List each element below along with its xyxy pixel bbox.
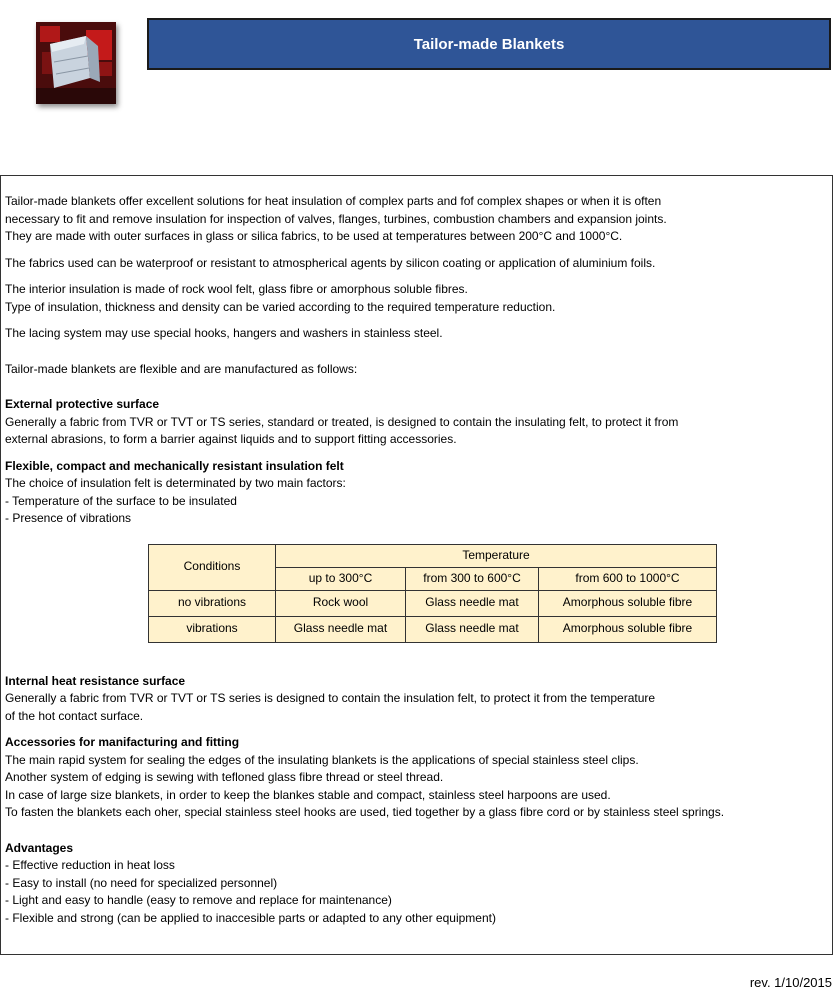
section-heading: Flexible, compact and mechanically resistant insulation felt bbox=[5, 458, 344, 473]
section-external bbox=[5, 396, 828, 449]
text-line: Generally a fabric from TVR or TVT or TS series, standard or treated, is designed to contain the insulating felt, to protect it from bbox=[5, 414, 679, 429]
section-internal bbox=[5, 673, 828, 726]
text-line: Generally a fabric from TVR or TVT or TS series is designed to contain the insulation felt, to protect it from the temperature bbox=[5, 691, 656, 705]
text-line: In case of large size blankets, in order to keep the blankes stable and compact, stainless steel harpoons are used. bbox=[5, 787, 611, 802]
intro-paragraph-5: Tailor-made blankets are flexible and are manufactured as follows: bbox=[5, 361, 358, 376]
text-line: - Presence of vibrations bbox=[5, 511, 132, 525]
intro-paragraph-3 bbox=[5, 281, 828, 316]
text-line: They are made with outer surfaces in glass or silica fabrics, to be used at temperatures between 200°C and 1000°C. bbox=[5, 229, 623, 243]
text-line: - Temperature of the surface to be insulated bbox=[5, 493, 237, 508]
table-header-cell: Temperature bbox=[276, 544, 717, 567]
content-panel bbox=[0, 175, 833, 955]
section-heading: Internal heat resistance surface bbox=[5, 673, 186, 688]
insulation-selection-table bbox=[148, 544, 717, 643]
text-line: necessary to fit and remove insulation for inspection of valves, flanges, turbines, combustion chambers and expansion joints. bbox=[5, 211, 667, 226]
table-cell: Amorphous soluble fibre bbox=[539, 590, 717, 616]
table-cell: Glass needle mat bbox=[406, 616, 539, 642]
page-title: Tailor-made Blankets bbox=[147, 18, 831, 70]
section-advantages bbox=[5, 840, 828, 928]
text-line: To fasten the blankets each oher, special stainless steel hooks are used, tied together by a glass fibre cord or by stainless steel springs. bbox=[5, 805, 725, 819]
table-header-cell: from 300 to 600°C bbox=[406, 567, 539, 590]
revision-label: rev. 1/10/2015 bbox=[749, 975, 832, 990]
table-cell: Glass needle mat bbox=[406, 590, 539, 616]
table-cell: Amorphous soluble fibre bbox=[539, 616, 717, 642]
table-header-row bbox=[149, 544, 717, 567]
insulation-table-wrapper bbox=[148, 544, 828, 643]
text-line: Type of insulation, thickness and density can be varied according to the required temperature reduction. bbox=[5, 299, 556, 314]
table-header-cell: Conditions bbox=[149, 544, 276, 590]
list-item: - Easy to install (no need for specialized personnel) bbox=[5, 875, 278, 890]
table-header-cell: up to 300°C bbox=[276, 567, 406, 590]
section-accessories bbox=[5, 734, 828, 822]
section-heading: Accessories for manifacturing and fitting bbox=[5, 735, 240, 749]
list-item: - Light and easy to handle (easy to remove and replace for maintenance) bbox=[5, 893, 392, 907]
text-line: The main rapid system for sealing the edges of the insulating blankets is the applications of special stainless steel clips. bbox=[5, 752, 639, 767]
text-line: The choice of insulation felt is determinated by two main factors: bbox=[5, 476, 346, 490]
text-line: Another system of edging is sewing with tefloned glass fibre thread or steel thread. bbox=[5, 770, 444, 784]
intro-paragraph-4: The lacing system may use special hooks, hangers and washers in stainless steel. bbox=[5, 326, 443, 340]
text-line: of the hot contact surface. bbox=[5, 708, 144, 723]
section-heading: Advantages bbox=[5, 840, 74, 855]
table-header-cell: from 600 to 1000°C bbox=[539, 567, 717, 590]
insulation-blanket-photo-icon bbox=[36, 22, 116, 104]
list-item: - Flexible and strong (can be applied to inaccesible parts or adapted to any other equipment) bbox=[5, 910, 496, 925]
section-felt bbox=[5, 458, 828, 528]
table-cell: Rock wool bbox=[276, 590, 406, 616]
table-cell: Glass needle mat bbox=[276, 616, 406, 642]
table-row bbox=[149, 590, 717, 616]
text-line: external abrasions, to form a barrier against liquids and to support fitting accessories. bbox=[5, 432, 457, 446]
intro-paragraph-2: The fabrics used can be waterproof or resistant to atmospherical agents by silicon coating or application of aluminium foils. bbox=[5, 255, 656, 270]
text-line: The interior insulation is made of rock wool felt, glass fibre or amorphous soluble fibres. bbox=[5, 282, 468, 296]
list-item: - Effective reduction in heat loss bbox=[5, 858, 175, 872]
table-row bbox=[149, 616, 717, 642]
table-cell: vibrations bbox=[149, 616, 276, 642]
intro-paragraph-1 bbox=[5, 193, 828, 246]
table-cell: no vibrations bbox=[149, 590, 276, 616]
text-line: Tailor-made blankets offer excellent solutions for heat insulation of complex parts and fof complex shapes or when it is often bbox=[5, 194, 662, 208]
section-heading: External protective surface bbox=[5, 397, 160, 411]
